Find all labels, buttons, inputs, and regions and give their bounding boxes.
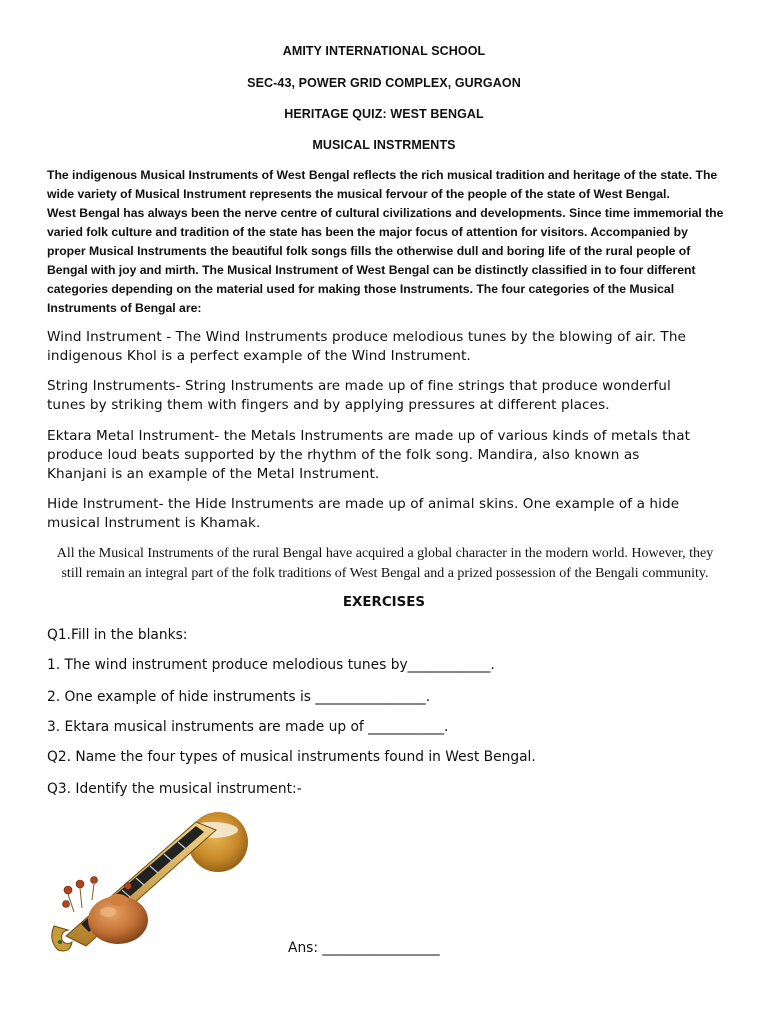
intro-line: varied folk culture and tradition of the state has been the major focus of attention for visitors. Accompanied by <box>47 225 688 239</box>
intro-line: West Bengal has always been the nerve centre of cultural civilizations and developments. Since time immemorial the <box>47 206 724 220</box>
intro-line: proper Musical Instruments the beautiful folk songs fills the otherwise dull and boring life of the rural people of <box>47 244 691 258</box>
school-name: AMITY INTERNATIONAL SCHOOL <box>282 44 486 58</box>
exercises-title: EXERCISES <box>342 595 426 610</box>
string-instrument-paragraph <box>47 377 737 415</box>
intro-line: wide variety of Musical Instrument represents the musical fervour of the people of the state of West Bengal. <box>47 187 670 201</box>
blank-2: 2. One example of hide instruments is ________________. <box>47 689 431 705</box>
question-3: Q3. Identify the musical instrument:- <box>47 781 302 797</box>
paragraph-line: tunes by striking them with fingers and by applying pressures at different places. <box>47 397 610 413</box>
paragraph-line: indigenous Khol is a perfect example of the Wind Instrument. <box>47 348 471 364</box>
paragraph-line: Ektara Metal Instrument- the Metals Instruments are made up of various kinds of metals that <box>47 428 691 444</box>
question-1: Q1.Fill in the blanks: <box>47 627 188 643</box>
school-address: SEC-43, POWER GRID COMPLEX, GURGAON <box>247 76 521 90</box>
blank-3: 3. Ektara musical instruments are made up of ___________. <box>47 719 449 735</box>
paragraph-line: produce loud beats supported by the rhythm of the folk song. Mandira, also known as <box>47 447 640 463</box>
metal-instrument-paragraph <box>47 427 737 484</box>
wind-instrument-paragraph <box>47 328 737 366</box>
question-2: Q2. Name the four types of musical instruments found in West Bengal. <box>47 749 536 765</box>
intro-line: Instruments of Bengal are: <box>47 301 202 315</box>
veena-instrument-image <box>46 808 252 956</box>
paragraph-line: Hide Instrument- the Hide Instruments are made up of animal skins. One example of a hide <box>47 496 680 512</box>
paragraph-line: Khanjani is an example of the Metal Instrument. <box>47 466 380 482</box>
intro-line: The indigenous Musical Instruments of West Bengal reflects the rich musical tradition and heritage of the state. The <box>47 168 718 182</box>
paragraph-line: Wind Instrument - The Wind Instruments produce melodious tunes by the blowing of air. The <box>47 329 687 345</box>
paragraph-line: musical Instrument is Khamak. <box>47 515 261 531</box>
hide-instrument-paragraph <box>47 495 737 533</box>
paragraph-line: All the Musical Instruments of the rural Bengal have acquired a global character in the modern world. However, they <box>56 546 714 561</box>
intro-line: categories depending on the material used for making those Instruments. The four categories of the Musical <box>47 282 675 296</box>
intro-paragraph <box>47 166 725 318</box>
intro-line: Bengal with joy and mirth. The Musical Instrument of West Bengal can be distinctly classified in to four different <box>47 263 696 277</box>
closing-paragraph <box>40 544 730 584</box>
answer-line: Ans: _________________ <box>288 940 440 956</box>
paragraph-line: still remain an integral part of the folk traditions of West Bengal and a prized possession of the Bengali community. <box>61 566 709 581</box>
quiz-title: HERITAGE QUIZ: WEST BENGAL <box>284 107 484 121</box>
topic-title: MUSICAL INSTRMENTS <box>312 138 456 152</box>
blank-1: 1. The wind instrument produce melodious tunes by____________. <box>47 657 495 673</box>
paragraph-line: String Instruments- String Instruments are made up of fine strings that produce wonderful <box>47 378 671 394</box>
